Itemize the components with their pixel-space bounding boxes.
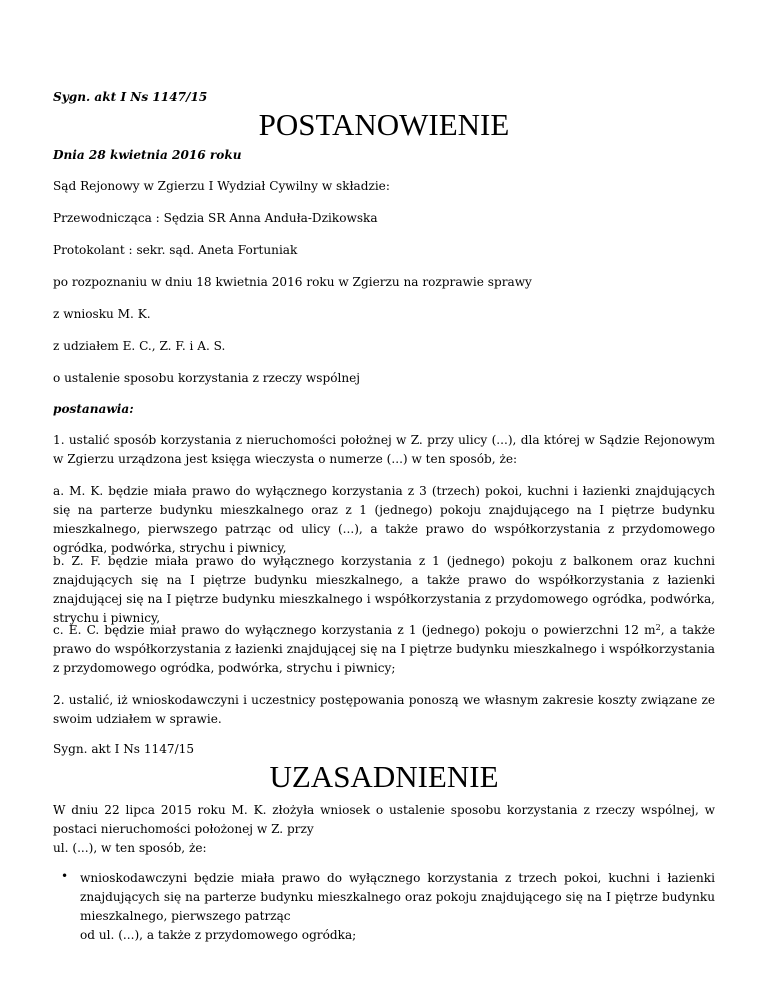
justification-intro-line-1: W dniu 22 lipca 2015 roku M. K. złożyła wniosek o ustalenie sposobu korzystania z rzeczy wspólnej, w postaci nieruchomości położonej w Z. przy: [53, 803, 715, 836]
ruling-item-1: 1. ustalić sposób korzystania z nieruchomości położnej w Z. przy ulicy (...), dla której w Sądzie Rejonowym w Zgierzu urządzona jest księga wieczysta o numerze (...) w ten sposób, że:: [53, 433, 715, 466]
bullet-item-1-text: wnioskodawczyni będzie miała prawo do wyłącznego korzystania z trzech pokoi, kuchni i łazienki znajdujących się na parterze budynku mieszkalnego oraz pokoju znajdującego się na I piętrze budynku mieszkalnego, pierwszego patrząc: [80, 871, 715, 923]
ruling-item-c: [53, 621, 715, 678]
ruling-item-2: 2. ustalić, iż wnioskodawczyni i uczestnicy postępowania ponoszą we własnym zakresie koszty związane ze swoim udziałem w sprawie.: [53, 693, 715, 726]
ruling-item-c-text: c. E. C. będzie miał prawo do wyłącznego korzystania z 1 (jednego) pokoju o powierzchni 12 m: [53, 623, 656, 637]
justification-signature: Sygn. akt I Ns 1147/15: [53, 742, 195, 756]
bullet-item-1-continuation: od ul. (...), a także z przydomowego ogródka;: [80, 928, 357, 942]
ruling-item-c-rest: , a także prawo do współkorzystania z łazienki znajdującej się na I piętrze budynku mieszkalnego i współkorzystania z przydomowego ogródka, podwórka, strychu i piwnicy;: [53, 623, 716, 675]
superscript-2: 2: [655, 623, 661, 632]
case-subject: o ustalenie sposobu korzystania z rzeczy wspólnej: [53, 371, 361, 385]
bullet-item-1: [80, 869, 715, 945]
applicant: z wniosku M. K.: [53, 307, 151, 321]
ruling-item-a: a. M. K. będzie miała prawo do wyłącznego korzystania z 3 (trzech) pokoi, kuchni i łazienki znajdujących się na parterze budynku mieszkalnego oraz z 1 (jednego) pokoju znajdującego na I piętrze budynku mieszkalnego, pierwszego patrząc od ulicy (...), a także prawo do współkorzystania z przydomowego ogródka, podwórka, strychu i piwnicy,: [53, 484, 715, 555]
ruling-label: postanawia:: [53, 402, 134, 416]
ruling-title: POSTANOWIENIE: [258, 107, 510, 142]
case-signature: Sygn. akt I Ns 1147/15: [53, 90, 208, 104]
bullet-list: [0, 869, 768, 949]
presiding-judge: Przewodnicząca : Sędzia SR Anna Anduła-Dzikowska: [53, 211, 378, 225]
ruling-item-b: b. Z. F. będzie miała prawo do wyłącznego korzystania z 1 (jednego) pokoju z balkonem oraz kuchni znajdujących się na I piętrze budynku mieszkalnego, a także prawo do współkorzystania z łazienki znajdującej się na I piętrze budynku mieszkalnego i współkorzystania z przydomowego ogródka, podwórka, strychu i piwnicy,: [53, 554, 715, 625]
hearing-info: po rozpoznaniu w dniu 18 kwietnia 2016 roku w Zgierzu na rozprawie sprawy: [53, 275, 532, 289]
justification-title: UZASADNIENIE: [269, 759, 499, 794]
court-clerk: Protokolant : sekr. sąd. Aneta Fortuniak: [53, 243, 298, 257]
justification-intro-line-2: ul. (...), w ten sposób, że:: [53, 841, 207, 855]
justification-intro: [53, 801, 715, 858]
court-composition: Sąd Rejonowy w Zgierzu I Wydział Cywilny w składzie:: [53, 179, 390, 193]
participants: z udziałem E. C., Z. F. i A. S.: [53, 339, 226, 353]
bullet-icon: •: [61, 869, 69, 883]
ruling-date: Dnia 28 kwietnia 2016 roku: [53, 148, 242, 162]
